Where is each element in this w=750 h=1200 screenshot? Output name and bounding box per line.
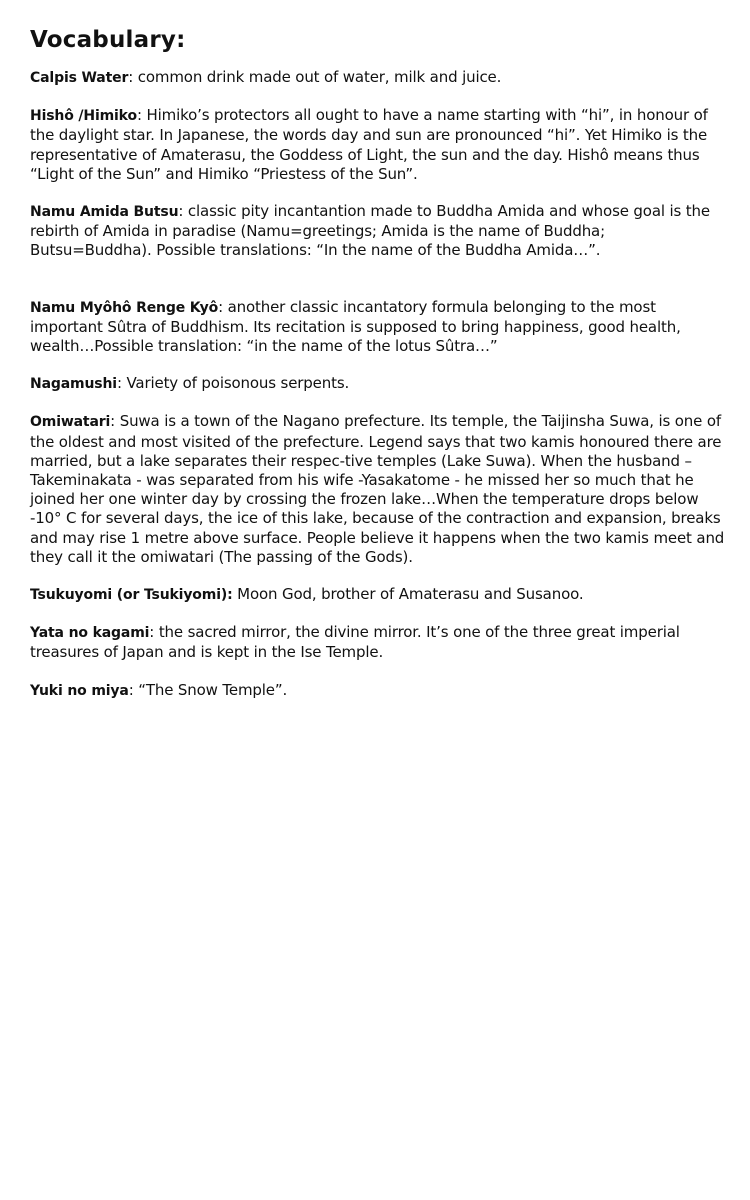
entry-definition: another classic incantatory formula belonging to the most important Sûtra of Buddhism. Its recitation is supposed to bring happiness, good health, wealth…Possible translation: “in the name of the lotus Sûtra…” <box>30 297 681 356</box>
entry-separator: : <box>128 680 134 699</box>
entry-separator: : <box>136 106 142 125</box>
entry-definition: Suwa is a town of the Nagano prefecture. Its temple, the Taijinsha Suwa, is one of the oldest and most visited of the prefecture. Legend says that two kamis honoured there are married, but a lake separates their respec-tive temples (Lake Suwa). When the husband – Takeminakata - was separated from his wife -Yasakatome - he missed her so much that he joined her one winter day by crossing the frozen lake…When the temperature drops below -10° C for several days, the ice of this lake, because of the contraction and expansion, breaks and may rise 1 metre above surface. People believe it happens when the two kamis meet and they call it the omiwatari (The passing of the Gods). <box>30 412 725 566</box>
entry-separator: : <box>149 623 155 642</box>
entry-definition: classic pity incantantion made to Buddha Amida and whose goal is the rebirth of Amida in paradise (Namu=greetings; Amida is the name of Buddha; Butsu=Buddha). Possible translations: “In the name of the Buddha Amida…”. <box>30 202 710 260</box>
entry-separator: : <box>178 202 184 221</box>
entry-definition: common drink made out of water, milk and juice. <box>133 68 502 86</box>
entry-definition: “The Snow Temple”. <box>133 680 288 699</box>
page-title: Vocabulary: <box>30 27 186 53</box>
entry-term: Calpis Water <box>30 70 129 86</box>
vocabulary-entry-omiwatari <box>30 412 728 567</box>
entry-term: Namu Myôhô Renge Kyô <box>30 299 219 316</box>
entry-separator: : <box>110 412 116 431</box>
entry-separator: : <box>227 587 233 604</box>
entry-definition: the sacred mirror, the divine mirror. It’s one of the three great imperial treasures of Japan and is kept in the Ise Temple. <box>30 623 680 662</box>
entry-definition: Himiko’s protectors all ought to have a name starting with “hi”, in honour of the daylight star. In Japanese, the words day and sun are pronounced “hi”. Yet Himiko is the representative of Amaterasu, the Goddess of Light, the sun and the day. Hishô means thus “Light of the Sun” and Himiko “Priestess of the Sun”. <box>30 106 708 183</box>
entry-term: Omiwatari <box>30 414 111 431</box>
entry-separator: : <box>218 297 223 316</box>
entry-term: Tsukuyomi (or Tsukiyomi) <box>30 587 228 604</box>
entry-definition: Variety of poisonous serpents. <box>121 374 350 393</box>
entry-term: Namu Amida Butsu <box>30 204 179 221</box>
entry-term: Yuki no miya <box>30 682 129 699</box>
entry-term: Nagamushi <box>30 376 117 393</box>
vocabulary-entry-namu-myoho-renge-kyo <box>30 298 728 357</box>
vocabulary-entry-nagamushi <box>30 374 728 394</box>
entry-separator: : <box>128 68 134 86</box>
entry-term: Hishô /Himiko <box>30 108 137 125</box>
vocabulary-entry-namu-amida-butsu <box>30 202 728 261</box>
entry-separator: : <box>116 374 122 393</box>
vocabulary-entry-tsukuyomi <box>30 585 728 605</box>
vocabulary-entry-yuki-no-miya <box>30 681 728 701</box>
vocabulary-entry-calpis-water <box>30 68 728 88</box>
vocabulary-entry-hisho-himiko <box>30 106 728 184</box>
entry-term: Yata no kagami <box>30 625 150 642</box>
entry-definition: Moon God, brother of Amaterasu and Susanoo. <box>232 585 584 604</box>
vocabulary-entry-yata-no-kagami <box>30 623 728 662</box>
